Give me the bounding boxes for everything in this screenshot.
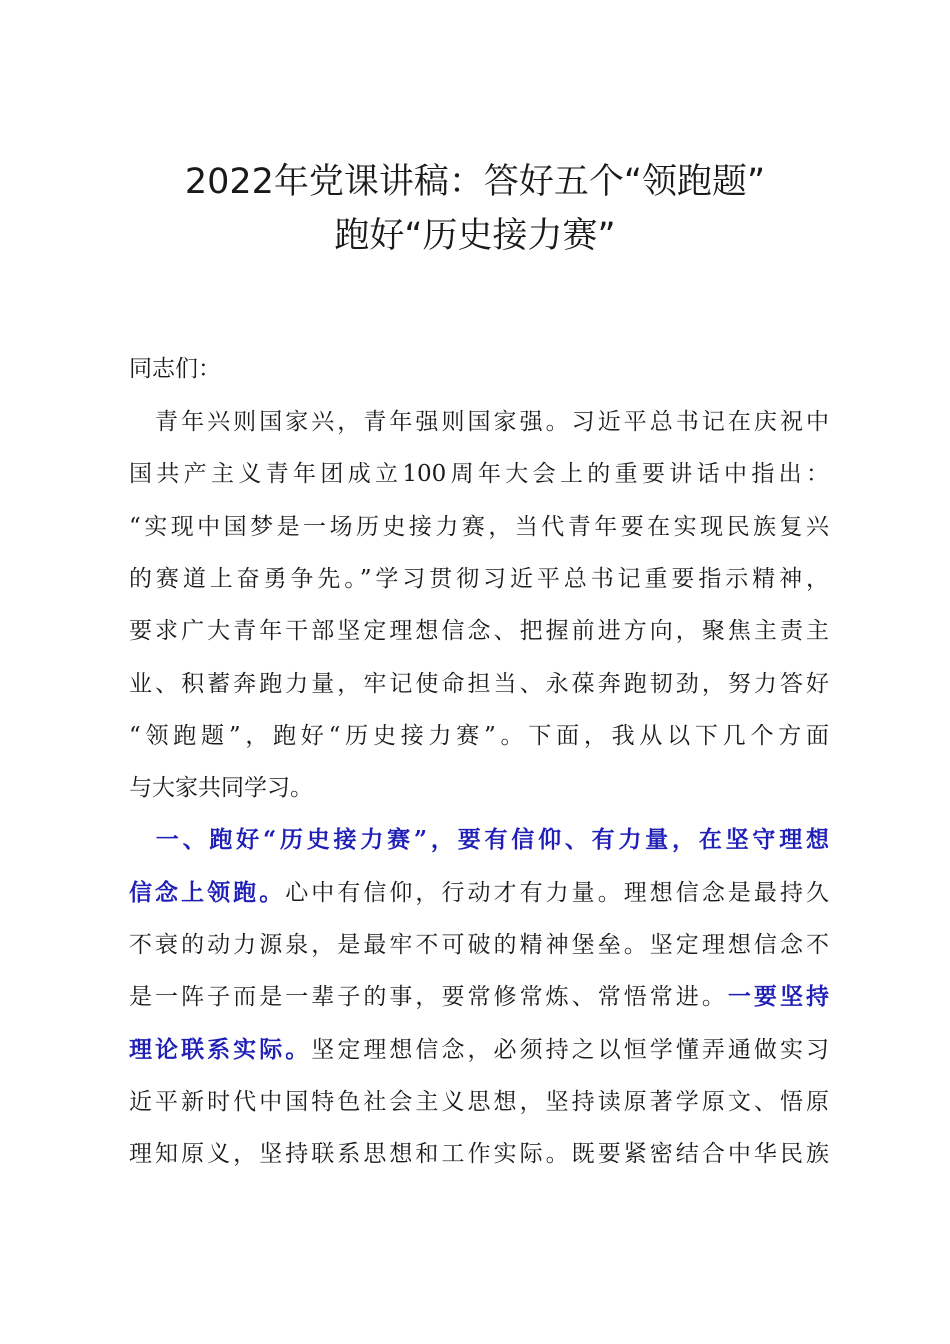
body-text: 心中有信仰，行动才有力量。理想信念是最持久 [285, 879, 829, 906]
body-line [129, 554, 829, 604]
body-line [129, 920, 829, 970]
body-text: 与大家共同学习。 [129, 775, 313, 802]
body-line [129, 397, 829, 447]
body-line [129, 449, 829, 499]
body-line [129, 606, 829, 656]
body-line [129, 815, 829, 865]
body-line [129, 1077, 829, 1127]
body-text: “实现中国梦是一场历史接力赛，当代青年要在实现民族复兴 [129, 513, 829, 540]
body-text: 坚定理想信念，必须持之以恒学懂弄通做实习 [311, 1036, 829, 1063]
highlighted-heading-text: 信念上领跑。 [129, 878, 286, 906]
highlighted-heading-text: 一要坚持 [727, 983, 829, 1011]
body-line [129, 1129, 829, 1179]
highlighted-heading-text: 理论联系实际。 [129, 1035, 312, 1063]
salutation: 同志们： [129, 356, 221, 382]
body-line [129, 711, 829, 761]
body-text: 业、积蓄奔跑力量，牢记使命担当、永葆奔跑韧劲，努力答好 [129, 670, 829, 697]
body-text: 要求广大青年干部坚定理想信念、把握前进方向，聚焦主责主 [129, 618, 829, 645]
body-line [129, 1025, 829, 1075]
document-title-line-2: 跑好“历史接力赛” [334, 216, 616, 256]
body-text: 理知原义，坚持联系思想和工作实际。既要紧密结合中华民族 [129, 1141, 829, 1168]
body-line [129, 659, 829, 709]
body-text: 是一阵子而是一辈子的事，要常修常炼、常悟常进。 [129, 984, 728, 1011]
highlighted-heading-text: 一、跑好“历史接力赛”，要有信仰、有力量，在坚守理想 [129, 826, 829, 854]
body-text: 青年兴则国家兴，青年强则国家强。习近平总书记在庆祝中 [129, 409, 829, 435]
body-text: 国共产主义青年团成立100周年大会上的重要讲话中指出： [129, 461, 829, 488]
body-line [129, 972, 829, 1022]
body-line [129, 868, 829, 918]
body-text: “领跑题”，跑好“历史接力赛”。下面，我从以下几个方面 [129, 722, 829, 749]
body-text: 近平新时代中国特色社会主义思想，坚持读原著学原文、悟原 [129, 1088, 829, 1115]
body-line [129, 763, 829, 813]
body-text: 不衰的动力源泉，是最牢不可破的精神堡垒。坚定理想信念不 [129, 932, 829, 958]
body-line [129, 502, 829, 552]
document-title-line-1: 2022年党课讲稿：答好五个“领跑题” [184, 162, 766, 202]
body-text: 的赛道上奋勇争先。”学习贯彻习近平总书记重要指示精神， [129, 565, 829, 592]
